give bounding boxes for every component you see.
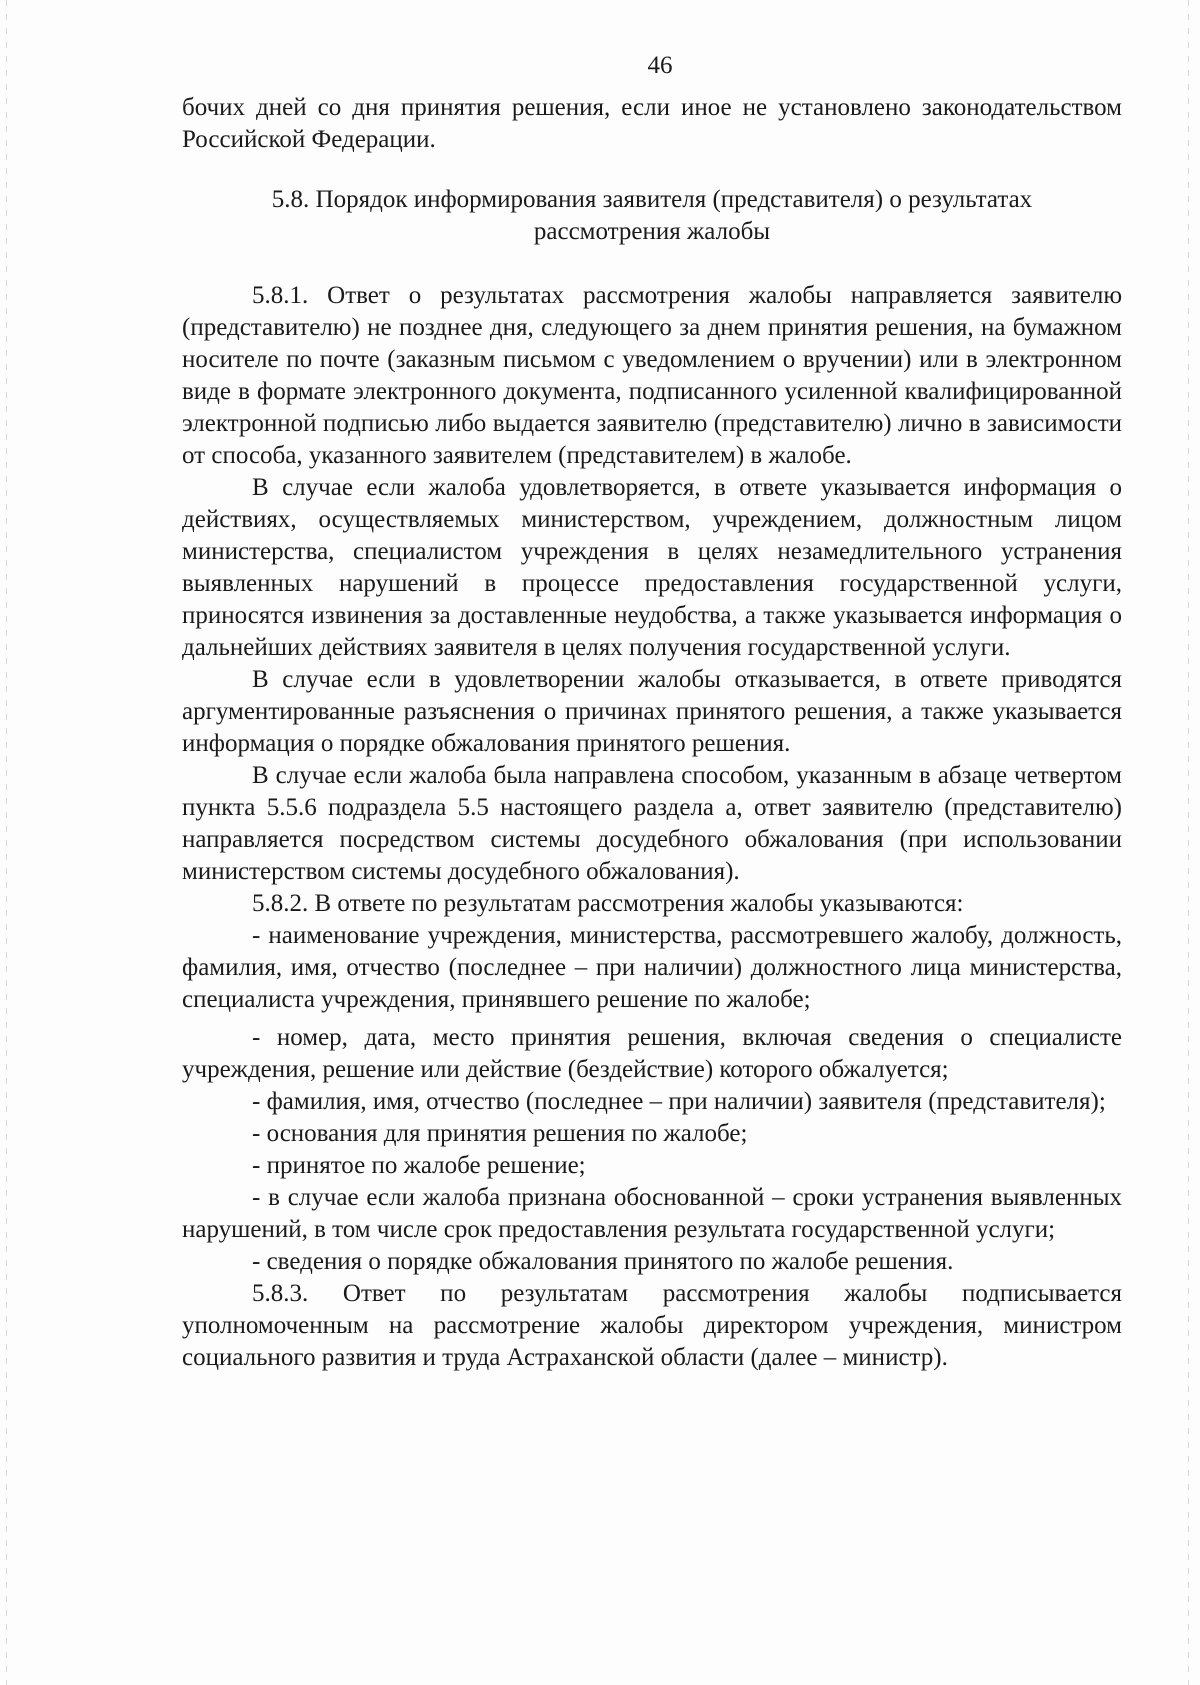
paragraph-5-8-2: 5.8.2. В ответе по результатам рассмотрения жалобы указываются: [252,890,964,917]
scan-edge-right [1188,0,1189,1685]
paragraph-complaint-satisfied: В случае если жалоба удовлетворяется, в ответе указывается информация о действиях, осуществляемых министерством, учреждением, должностным лицом министерства, специалистом учреждения в целях незамедлительного устранения выявленных нарушений в процессе предоставления государственной услуги, приносятся извинения за доставленные неудобства, а также указывается информация о дальнейших действиях заявителя в целях получения государственной услуги. [182,474,1122,661]
continuation-paragraph: бочих дней со дня принятия решения, если иное не установлено законодательством Российской Федерации. [182,94,1122,153]
list-item-applicant-name: - фамилия, имя, отчество (последнее – при наличии) заявителя (представителя); [252,1088,1106,1115]
list-item-elimination-terms: - в случае если жалоба признана обоснованной – сроки устранения выявленных нарушений, в том числе срок предоставления результата государственной услуги; [182,1184,1122,1243]
section-heading-line-1: 5.8. Порядок информирования заявителя (представителя) о результатах [271,186,1033,213]
paragraph-pretrial-system: В случае если жалоба была направлена способом, указанным в абзаце четвертом пункта 5.5.6 подраздела 5.5 настоящего раздела а, ответ заявителю (представителю) направляется посредством системы досудебного обжалования (при использовании министерством системы досудебного обжалования). [182,762,1122,885]
paragraph-5-8-1: 5.8.1. Ответ о результатах рассмотрения жалобы направляется заявителю (представителю) не позднее дня, следующего за днем принятия решения, на бумажном носителе по почте (заказным письмом с уведомлением о вручении) или в электронном виде в формате электронного документа, подписанного усиленной квалифицированной электронной подписью либо выдается заявителю (представителю) лично в зависимости от способа, указанного заявителем (представителем) в жалобе. [182,282,1122,469]
list-item-decision-grounds: - основания для принятия решения по жалобе; [252,1120,748,1147]
list-item-decision: - принятое по жалобе решение; [252,1152,586,1179]
section-heading [182,184,1122,248]
scan-edge-left [6,0,7,1685]
list-item-appeal-procedure: - сведения о порядке обжалования принятого по жалобе решения. [252,1248,954,1275]
list-item-decision-number: - номер, дата, место принятия решения, включая сведения о специалисте учреждения, решение или действие (бездействие) которого обжалуется; [182,1024,1122,1083]
document-body [182,92,1122,1374]
paragraph-5-8-3: 5.8.3. Ответ по результатам рассмотрения жалобы подписывается уполномоченным на рассмотрение жалобы директором учреждения, министром социального развития и труда Астраханской области (далее – министр). [182,1280,1122,1371]
section-heading-line-2: рассмотрения жалобы [533,218,771,245]
page-number: 46 [647,52,673,79]
list-item-institution-name: - наименование учреждения, министерства, рассмотревшего жалобу, должность, фамилия, имя, отчество (последнее – при наличии) должностного лица министерства, специалиста учреждения, принявшего решение по жалобе; [182,922,1122,1013]
paragraph-complaint-refused: В случае если в удовлетворении жалобы отказывается, в ответе приводятся аргументированные разъяснения о причинах принятого решения, а также указывается информация о порядке обжалования принятого решения. [182,666,1122,757]
